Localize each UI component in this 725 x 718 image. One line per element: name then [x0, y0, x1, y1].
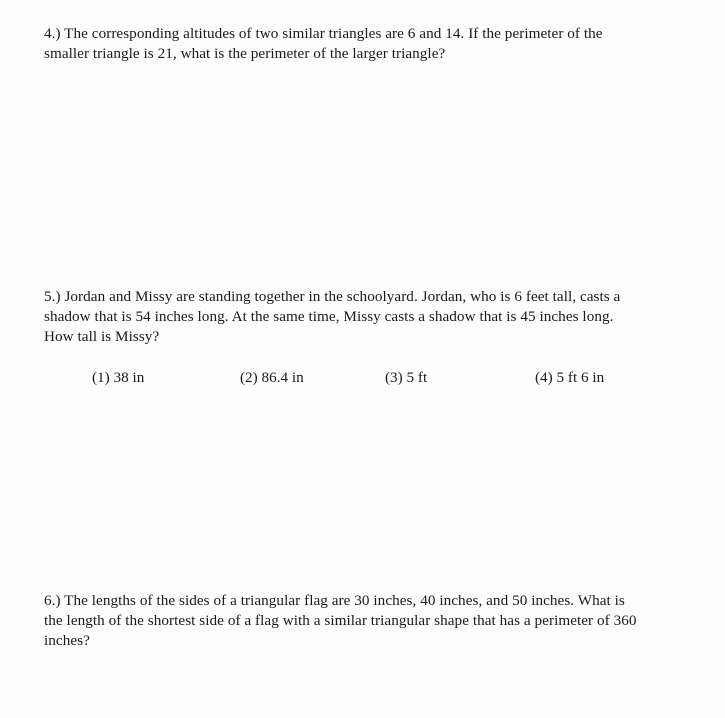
answer-choice-1: (1) 38 in: [92, 369, 145, 386]
question-6-line-2: the length of the shortest side of a flag with a similar triangular shape that has a perimeter of 360: [44, 612, 637, 629]
question-5-answer-choices: [0, 369, 725, 391]
question-5-line-2: shadow that is 54 inches long. At the same time, Missy casts a shadow that is 45 inches long.: [44, 308, 614, 325]
question-5: [44, 287, 694, 347]
question-5-line-1: 5.) Jordan and Missy are standing together in the schoolyard. Jordan, who is 6 feet tall, casts a: [44, 288, 621, 305]
question-6-line-3: inches?: [44, 632, 90, 649]
answer-choice-3: (3) 5 ft: [385, 369, 428, 386]
answer-choice-4: (4) 5 ft 6 in: [535, 369, 605, 386]
question-6-line-1: 6.) The lengths of the sides of a triangular flag are 30 inches, 40 inches, and 50 inches. What is: [44, 592, 625, 609]
question-5-line-3: How tall is Missy?: [44, 328, 160, 345]
question-4-line-2: smaller triangle is 21, what is the perimeter of the larger triangle?: [44, 45, 446, 62]
answer-choice-2: (2) 86.4 in: [240, 369, 304, 386]
question-4-line-1: 4.) The corresponding altitudes of two similar triangles are 6 and 14. If the perimeter of the: [44, 25, 603, 42]
question-6: [44, 591, 694, 651]
question-4: [44, 24, 694, 64]
